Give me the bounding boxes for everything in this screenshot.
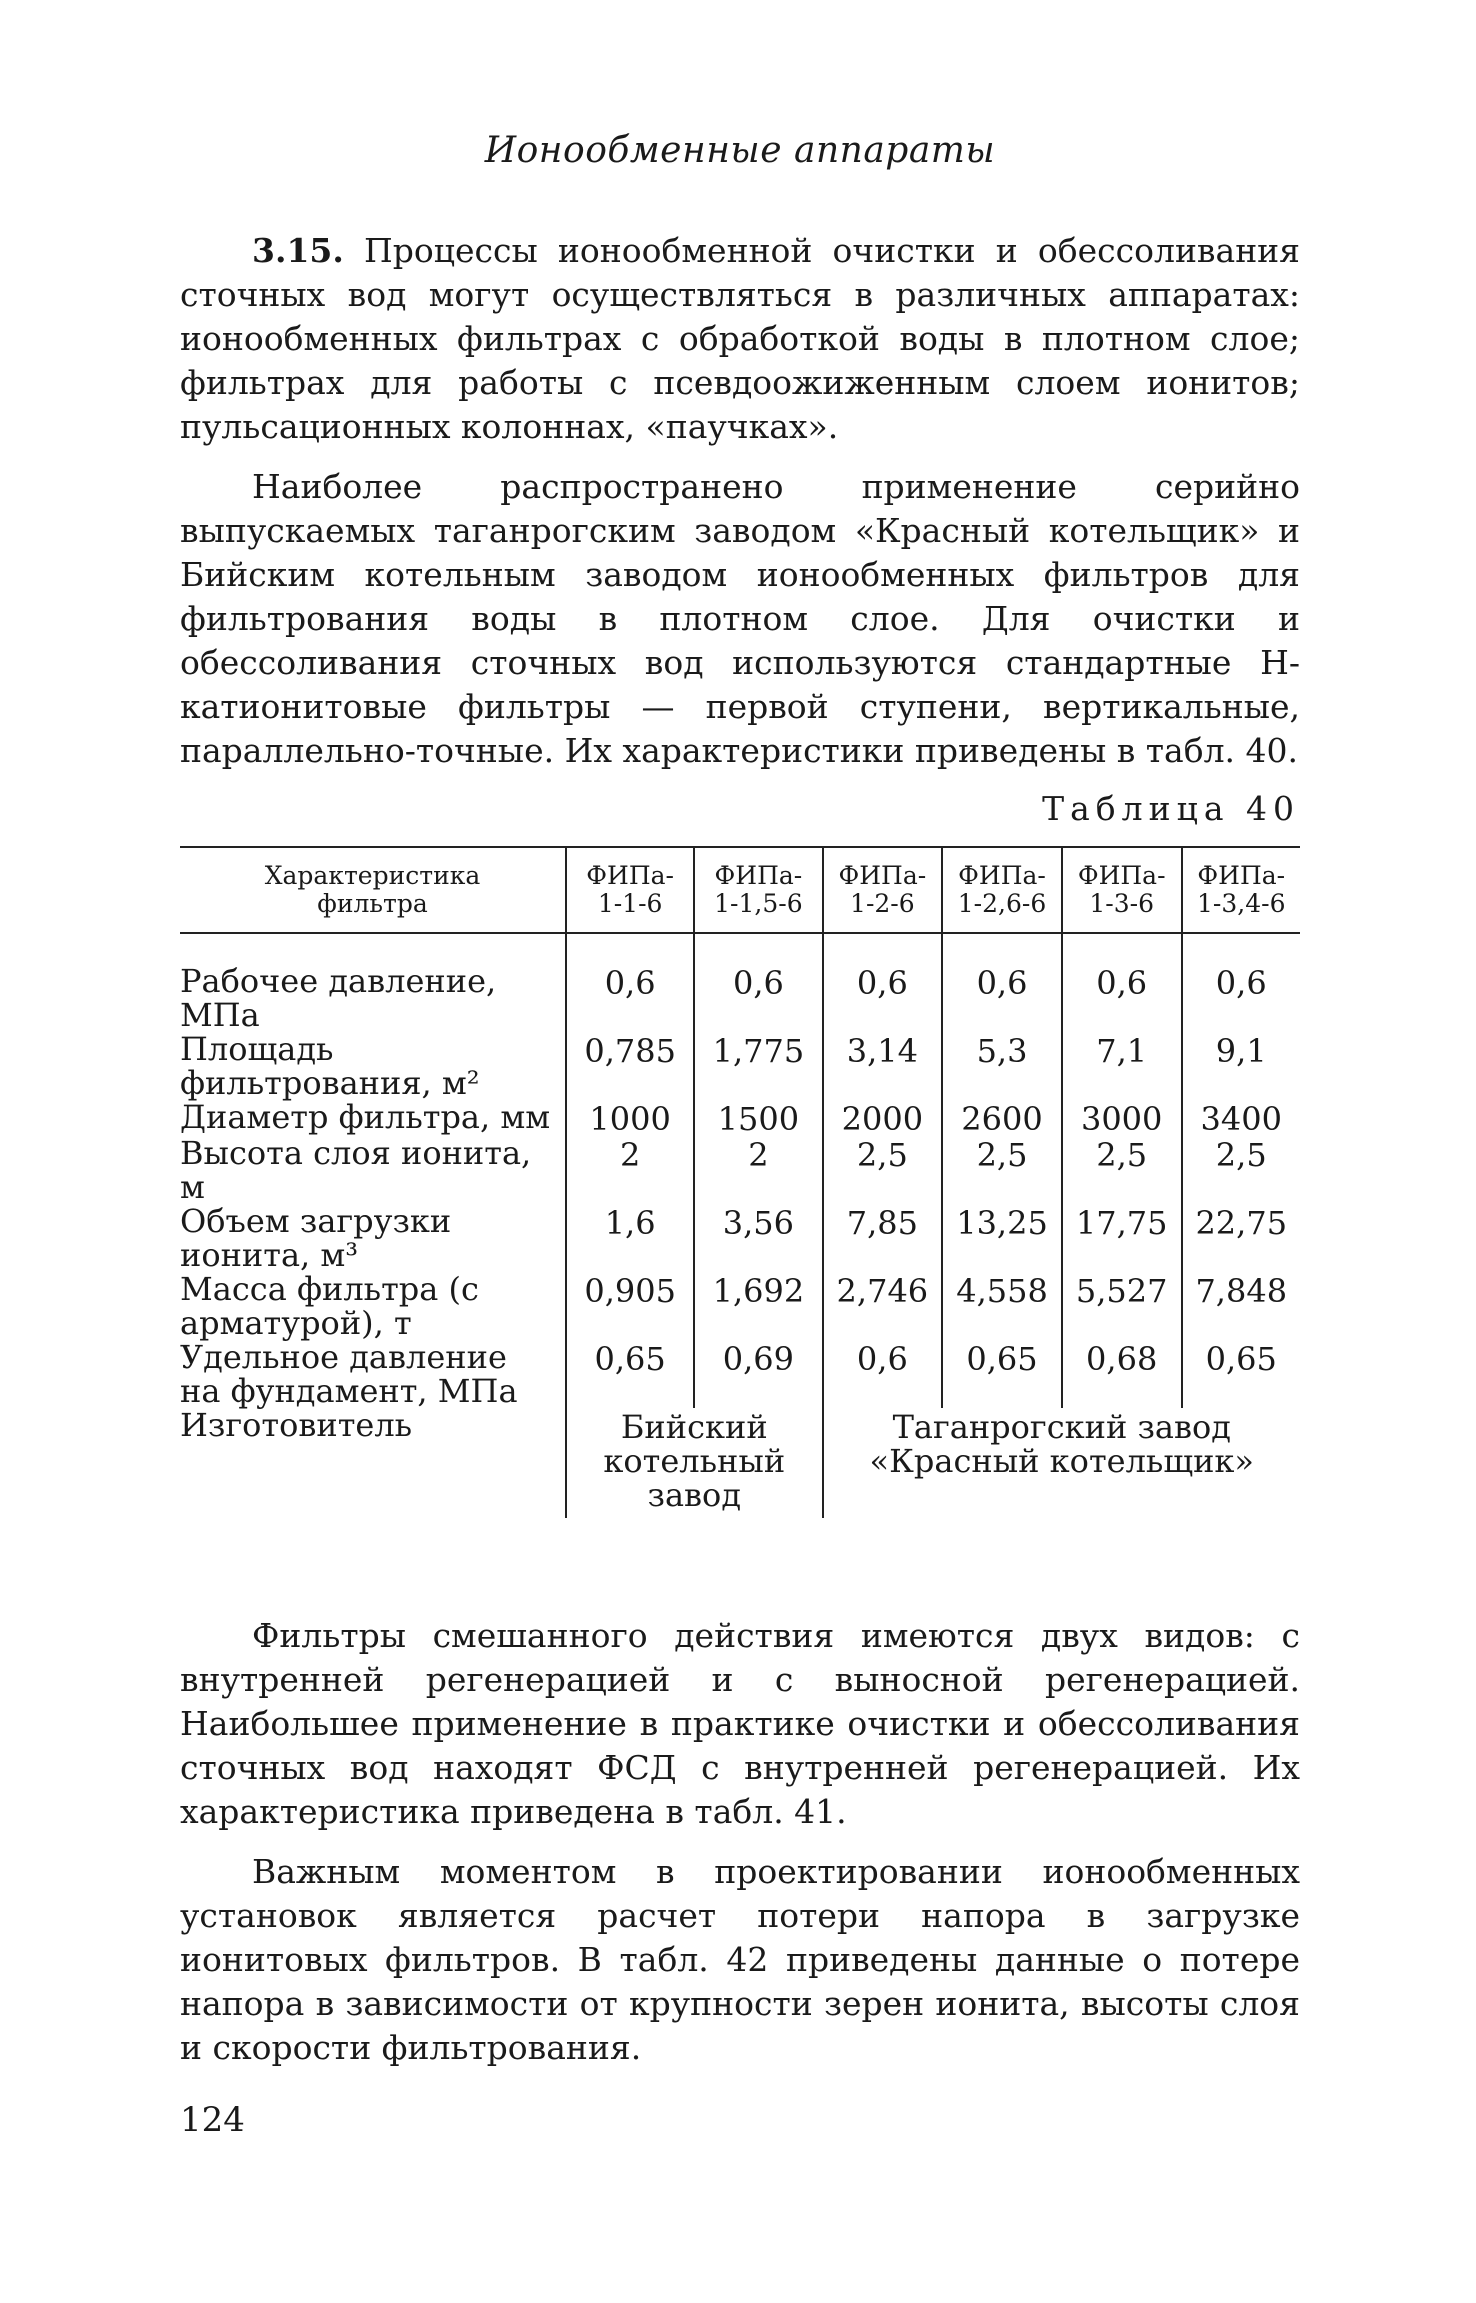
cell-value: 0,6	[566, 964, 694, 1032]
cell-value: 2600	[942, 1100, 1062, 1136]
header-col-5: ФИПа- 1-3-6	[1062, 847, 1182, 933]
row-label: Высота слоя ионита, м	[180, 1134, 532, 1206]
header-col-2: ФИПа- 1-1,5-6	[694, 847, 822, 933]
paragraph-head-loss: Важным моментом в проектировании ионообменных установок является расчет потери напора в загрузке ионитовых фильтров. В табл. 42 приведены данные о потере напора в зависимости от крупности зерен ионита, высоты слоя и скорости фильтрования.	[180, 1852, 1300, 2067]
cell-value: 4,558	[942, 1272, 1062, 1340]
cell-value: 0,905	[566, 1272, 694, 1340]
running-head: Ионообменные аппараты	[484, 130, 996, 171]
cell-value: 0,65	[942, 1340, 1062, 1408]
row-label: Удельное давление на фундамент, МПа	[180, 1338, 518, 1410]
cell-value: 2,746	[823, 1272, 943, 1340]
cell-value: 2,5	[1182, 1136, 1301, 1204]
cell-value: 2	[566, 1136, 694, 1204]
page-number: 124	[180, 2100, 245, 2140]
header-col-6: ФИПа- 1-3,4-6	[1182, 847, 1301, 933]
book-page	[180, 130, 1300, 2140]
table-body	[180, 933, 1300, 1518]
cell-value: 3400	[1182, 1100, 1301, 1136]
cell-value: 0,6	[1182, 964, 1301, 1032]
cell-value: 7,85	[823, 1204, 943, 1272]
header-characteristic: Характеристика фильтра	[180, 847, 566, 933]
table-row-pressure	[180, 964, 1300, 1032]
row-label: Масса фильтра (с арматурой), т	[180, 1270, 479, 1342]
cell-value: 0,6	[1062, 964, 1182, 1032]
cell-value: 0,65	[566, 1340, 694, 1408]
row-label: Площадь фильтрования, м²	[180, 1030, 480, 1102]
cell-value: 22,75	[1182, 1204, 1301, 1272]
row-label: Объем загрузки ионита, м³	[180, 1202, 452, 1274]
row-label: Рабочее давление, МПа	[180, 962, 497, 1034]
table-row-layer-height	[180, 1136, 1300, 1204]
paragraph-intro-table: Наиболее распространено применение серийно выпускаемых таганрогским заводом «Красный котельщик» и Бийским котельным заводом ионообменных фильтров для фильтрования воды в плотном слое. Для очистки и обессоливания сточных вод используются стандартные Н-катионитовые фильтры — первой ступени, вертикальные, параллельно-точные. Их характеристики приведены в табл. 40.	[180, 467, 1300, 770]
cell-value: 5,3	[942, 1032, 1062, 1100]
cell-value: 3,14	[823, 1032, 943, 1100]
table-row-load-volume	[180, 1204, 1300, 1272]
table-40	[180, 846, 1300, 1518]
cell-value: 0,6	[823, 964, 943, 1032]
paragraph-3-15	[180, 229, 1300, 449]
table-row-area	[180, 1032, 1300, 1100]
cell-value: 3000	[1062, 1100, 1182, 1136]
cell-value: 2000	[823, 1100, 943, 1136]
section-number: 3.15.	[252, 231, 344, 270]
cell-value: 1,775	[694, 1032, 822, 1100]
header-col-3: ФИПа- 1-2-6	[823, 847, 943, 933]
row-label: Изготовитель	[180, 1406, 413, 1444]
cell-value: 2,5	[942, 1136, 1062, 1204]
cell-value: 9,1	[1182, 1032, 1301, 1100]
cell-value: 0,6	[942, 964, 1062, 1032]
cell-value: 0,68	[1062, 1340, 1182, 1408]
paragraph-text: Процессы ионообменной очистки и обессоливания сточных вод могут осуществляться в различных аппаратах: ионообменных фильтрах с обработкой воды в плотном слое; фильтрах для работы с псевдоожиженным слоем ионитов; пульсационных колоннах, «паучках».	[180, 231, 1300, 446]
cell-value: 13,25	[942, 1204, 1062, 1272]
table-caption: Таблица 40	[1042, 789, 1300, 828]
manufacturer-biysk: Бийский котельный завод	[566, 1408, 823, 1518]
cell-value: 0,69	[694, 1340, 822, 1408]
cell-value: 1,692	[694, 1272, 822, 1340]
paragraph-mixed-filters: Фильтры смешанного действия имеются двух видов: с внутренней регенерацией и с выносной регенерацией. Наибольшее применение в практике очистки и обессоливания сточных вод находят ФСД с внутренней регенерацией. Их характеристика приведена в табл. 41.	[180, 1616, 1300, 1831]
table-row-specific-pressure	[180, 1340, 1300, 1408]
cell-value: 0,6	[694, 964, 822, 1032]
table-spacer-row	[180, 933, 1300, 964]
manufacturer-taganrog: Таганрогский завод «Красный котельщик»	[823, 1408, 1300, 1518]
cell-value: 0,6	[823, 1340, 943, 1408]
cell-value: 1500	[694, 1100, 822, 1136]
cell-value: 3,56	[694, 1204, 822, 1272]
cell-value: 5,527	[1062, 1272, 1182, 1340]
header-col-4: ФИПа- 1-2,6-6	[942, 847, 1062, 933]
cell-value: 7,848	[1182, 1272, 1301, 1340]
header-col-1: ФИПа- 1-1-6	[566, 847, 694, 933]
cell-value: 7,1	[1062, 1032, 1182, 1100]
cell-value: 0,785	[566, 1032, 694, 1100]
row-label: Диаметр фильтра, мм	[180, 1098, 551, 1136]
filter-spec-table	[180, 846, 1300, 1518]
cell-value: 2,5	[1062, 1136, 1182, 1204]
table-row-mass	[180, 1272, 1300, 1340]
cell-value: 1000	[566, 1100, 694, 1136]
cell-value: 2	[694, 1136, 822, 1204]
cell-value: 2,5	[823, 1136, 943, 1204]
table-row-diameter	[180, 1100, 1300, 1136]
table-header-row	[180, 847, 1300, 933]
table-row-manufacturer	[180, 1408, 1300, 1518]
cell-value: 17,75	[1062, 1204, 1182, 1272]
cell-value: 1,6	[566, 1204, 694, 1272]
cell-value: 0,65	[1182, 1340, 1301, 1408]
